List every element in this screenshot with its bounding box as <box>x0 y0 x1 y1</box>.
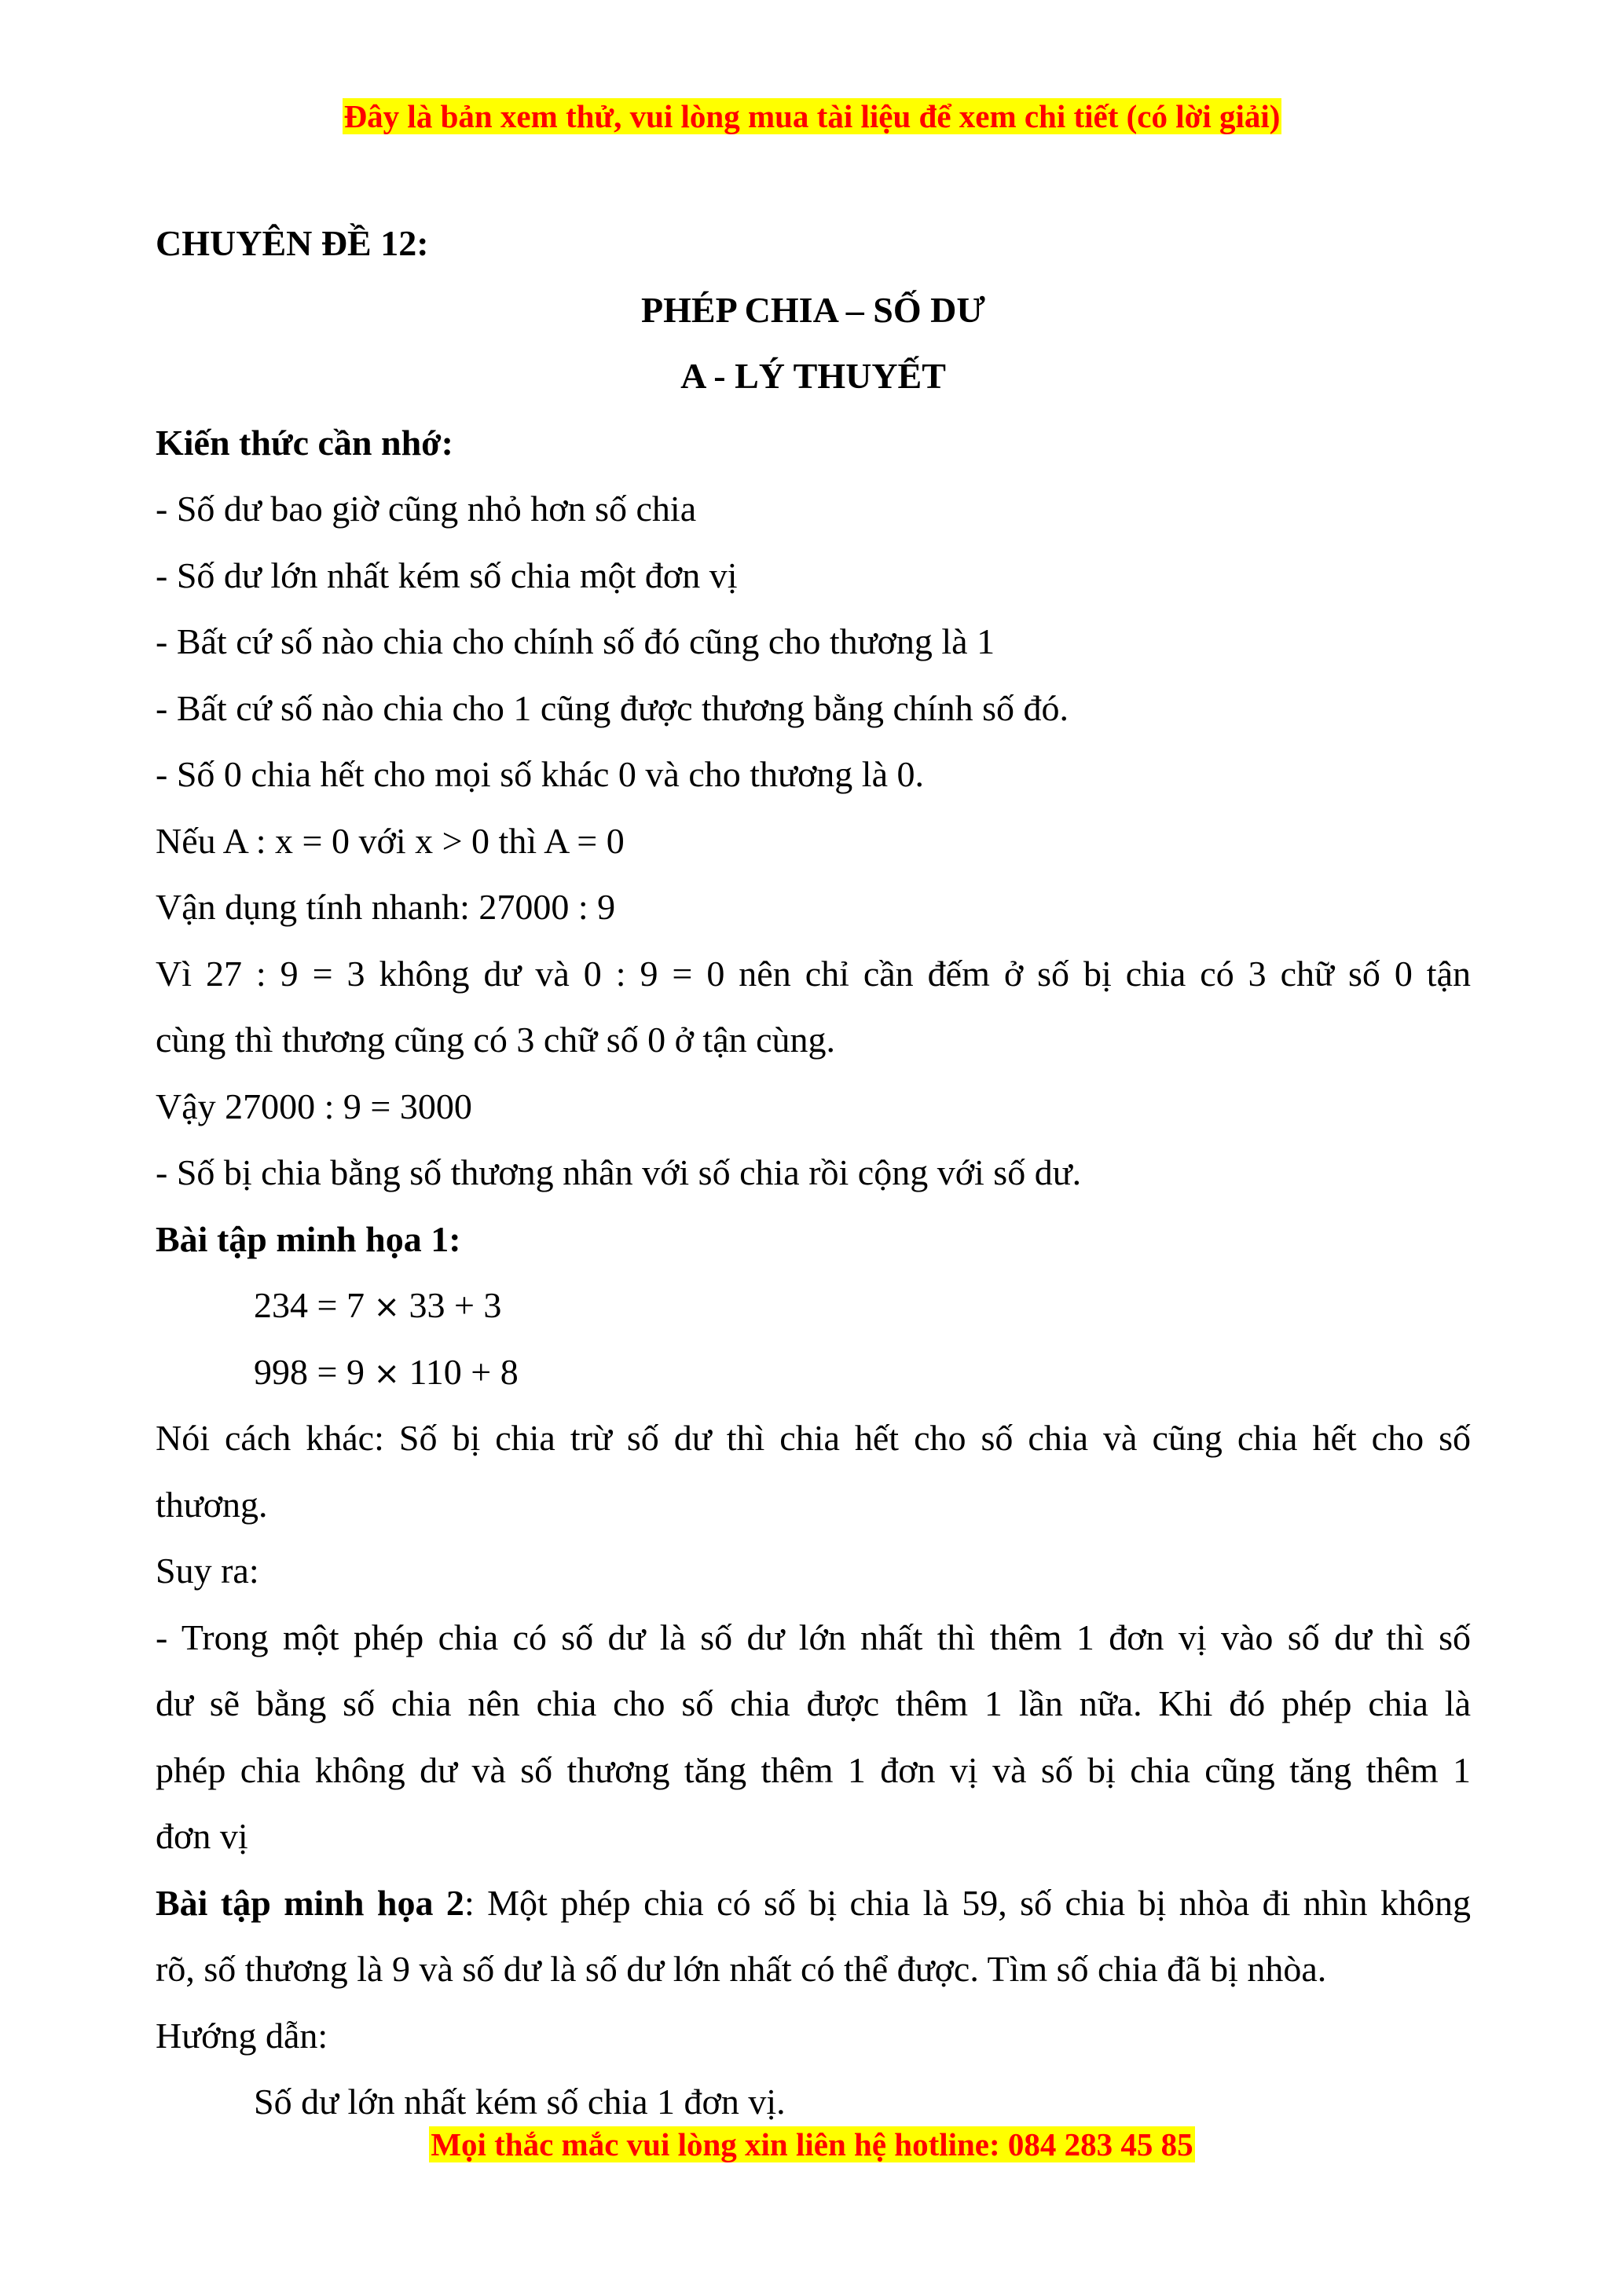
rule-item: - Số 0 chia hết cho mọi số khác 0 và cho thương là 0. <box>156 754 924 794</box>
knowledge-heading: Kiến thức cần nhớ: <box>156 422 453 463</box>
example2-label: Bài tập minh họa 2 <box>156 1882 464 1923</box>
multiply-sign: × <box>373 1289 400 1325</box>
quick-calc-result: Vậy 27000 : 9 = 3000 <box>156 1086 472 1126</box>
guide-heading: Hướng dẫn: <box>156 2015 328 2056</box>
dividend-rule: - Số bị chia bằng số thương nhân với số chia rồi cộng với số dư. <box>156 1152 1082 1192</box>
chapter-heading: CHUYÊN ĐỀ 12: <box>156 223 429 263</box>
multiply-sign: × <box>373 1355 400 1392</box>
example1-equation <box>156 1339 1471 1406</box>
equation-right: 110 + 8 <box>409 1351 519 1392</box>
infer-heading: Suy ra: <box>156 1551 259 1591</box>
guide-line: Số dư lớn nhất kém số chia 1 đơn vị. <box>254 2082 786 2122</box>
zero-rule: Nếu A : x = 0 với x > 0 thì A = 0 <box>156 820 625 861</box>
infer-line: phép chia không dư và số thương tăng thêm 1 đơn vị và số bị chia cũng tăng thêm 1 <box>156 1749 1471 1790</box>
infer-line: đơn vị <box>156 1816 248 1856</box>
example1-equation <box>156 1273 1471 1339</box>
equation-left: 998 = 9 <box>254 1351 365 1392</box>
rule-item: - Bất cứ số nào chia cho chính số đó cũng cho thương là 1 <box>156 621 995 661</box>
example1-heading: Bài tập minh họa 1: <box>156 1218 461 1259</box>
section-heading: A - LÝ THUYẾT <box>680 356 946 396</box>
preview-notice-banner <box>0 96 1624 137</box>
infer-line: - Trong một phép chia có số dư là số dư lớn nhất thì thêm 1 đơn vị vào số dư thì số <box>156 1617 1471 1657</box>
rule-item: - Số dư bao giờ cũng nhỏ hơn số chia <box>156 489 697 529</box>
rule-item: - Số dư lớn nhất kém số chia một đơn vị <box>156 555 738 595</box>
quick-calc: Vận dụng tính nhanh: 27000 : 9 <box>156 887 616 927</box>
equation-left: 234 = 7 <box>254 1285 365 1325</box>
other-words-line: Nói cách khác: Số bị chia trừ số dư thì chia hết cho số chia và cũng chia hết cho số <box>156 1418 1471 1458</box>
example2-line: rõ, số thương là 9 và số dư là số dư lớn nhất có thể được. Tìm số chia đã bị nhòa. <box>156 1949 1327 1989</box>
other-words-line: thương. <box>156 1484 268 1525</box>
explanation-line: Vì 27 : 9 = 3 không dư và 0 : 9 = 0 nên chỉ cần đếm ở số bị chia có 3 chữ số 0 tận <box>156 953 1471 994</box>
example2-line <box>156 1870 1471 1937</box>
rule-item: - Bất cứ số nào chia cho 1 cũng được thương bằng chính số đó. <box>156 687 1069 728</box>
example2-text: : Một phép chia có số bị chia là 59, số chia bị nhòa đi nhìn không <box>464 1882 1471 1923</box>
explanation-line: cùng thì thương cũng có 3 chữ số 0 ở tận cùng. <box>156 1020 836 1060</box>
equation-right: 33 + 3 <box>409 1285 502 1325</box>
hotline-text: Mọi thắc mắc vui lòng xin liên hệ hotline: 084 283 45 85 <box>431 2126 1193 2162</box>
document-body <box>156 211 1471 2136</box>
infer-line: dư sẽ bằng số chia nên chia cho số chia được thêm 1 lần nữa. Khi đó phép chia là <box>156 1683 1471 1723</box>
preview-notice-text: Đây là bản xem thử, vui lòng mua tài liệu để xem chi tiết (có lời giải) <box>343 98 1281 134</box>
document-title: PHÉP CHIA – SỐ DƯ <box>641 289 985 330</box>
hotline-banner <box>0 2124 1624 2165</box>
